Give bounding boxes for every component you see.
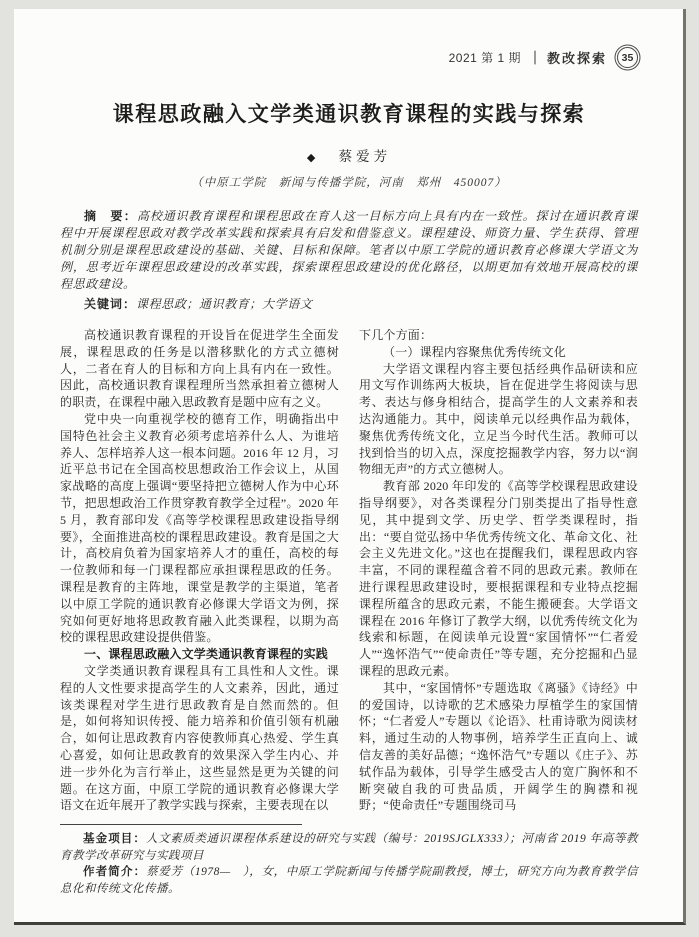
diamond-icon: ◆ (306, 152, 316, 164)
subsection-heading: （一）课程内容聚焦优秀传统文化 (383, 344, 567, 359)
paper-title: 课程思政融入文学类通识教育课程的实践与探索 (112, 103, 586, 126)
abstract-paragraph (60, 208, 638, 293)
author-bio-label: 作者简介： (83, 866, 147, 879)
footnote-separator (60, 824, 302, 825)
keywords-label: 关键词： (84, 297, 137, 311)
author-bio-note (60, 864, 638, 897)
keywords-text: 课程思政；通识教育；大学语文 (136, 297, 313, 311)
page-sheet (14, 9, 686, 925)
funding-label: 基金项目： (83, 833, 146, 846)
journal-issue: 2021 第 1 期 (448, 51, 521, 65)
footnote-block (60, 824, 638, 897)
body-paragraph: 其中，“家国情怀”专题选取《离骚》《诗经》中的爱国诗，以诗歌的艺术感染力厚植学生的家国情怀；“仁者爱人”专题以《论语》、杜甫诗歌为阅读材料，通过生动的人物事例，培养学生正直向上、诚信友善的美好品德；“逸怀浩气”专题以《庄子》、苏轼作品为载体，引导学生感受古人的宽广胸怀和不断突破自我的可贵品质，开阔学生的胸襟和视野；“使命责任”专题围绕司马 (359, 680, 638, 813)
abstract-block (60, 208, 638, 313)
body-paragraph: 文学类通识教育课程具有工具性和人文性。课程的人文性要求提高学生的人文素养，因此，通过该类课程对学生进行思政教育是自然而然的。但是，如何将知识传授、能力培养和价值引领有机融合，如何让思政教育内容使教师真心热爱、学生真心喜爱，如何让思政教育的效果深入学生内心、并进一步外化为言行举止，这些显然是更为关键的问题。在这方面，中原工学院的通识教育必修课大学语文在近年展开了教学实践与探索，主要表现在以 (60, 663, 339, 813)
body-paragraph: 大学语文课程内容主要包括经典作品研读和应用文写作训练两大板块，旨在促进学生将阅读与思考、表达与修身相结合，提高学生的人文素养和表达沟通能力。其中，阅读单元以经典作品为载体，聚焦优秀传统文化，立足当今时代生活。教师可以找到恰当的切入点，深度挖掘教学内容，努力以“润物细无声”的方式立德树人。 (359, 361, 638, 477)
funding-note (60, 831, 638, 864)
body-paragraph-continuation: 下几个方面： (359, 328, 433, 342)
body-columns (60, 327, 638, 814)
right-column (359, 327, 638, 814)
body-paragraph: 党中央一向重视学校的德育工作，明确指出中国特色社会主义教育必须考虑培养什么人、为谁培养人、怎样培养人这一根本问题。2016 年 12 月，习近平总书记在全国高校思想政治工作会议上，从国家战略的高度上强调“要坚持把立德树人作为中心环节，把思想政治工作贯穿教育教学全过程”。2020 年 5 月，教育部印发《高等学校课程思政建设指导纲要》，全面推进高校的课程思政建设。教育是国之大计，高校肩负着为国家培养人才的重任，高校的每一位教师和每一门课程都应承担课程思政的任务。课程是教育的主阵地，课堂是教学的主渠道，笔者以中原工学院的通识教育必修课大学语文为例，探究如何更好地将思政教育融入此类课程，以期为高校的课程思政建设提供借鉴。 (60, 411, 339, 645)
affiliation: （中原工学院 新闻与传播学院，河南 郑州 450007） (191, 177, 507, 189)
funding-text: 人文素质类通识课程体系建设的研究与实践（编号：2019SJGLX333）；河南省 2019 年高等教育教学改革研究与实践项目 (60, 833, 639, 862)
author-name: 蔡爱芳 (338, 149, 392, 164)
author-bio-text: 蔡爱芳（1978— ），女，中原工学院新闻与传播学院副教授，博士，研究方向为教育教学信息化和传统文化传播。 (60, 866, 638, 895)
abstract-text: 高校通识教育课程和课程思政在育人这一目标方向上具有内在一致性。探讨在通识教育课程中开展课程思政对教学改革实践和探索具有启发和借鉴意义。课程建设、师资力量、学生获得、管理机制分别是课程思政建设的基础、关键、目标和保障。笔者以中原工学院的通识教育必修课大学语文为例，思考近年课程思政建设的改革实践，探索课程思政建设的优化路径，以期更加有效地开展高校的课程思政建设。 (60, 209, 638, 291)
header-divider: ｜ (528, 50, 541, 66)
body-paragraph: 教育部 2020 年印发的《高等学校课程思政建设指导纲要》，对各类课程分门别类提出了指导性意见，其中提到文学、历史学、哲学类课程时，指出：“要自觉弘扬中华优秀传统文化、革命文化、社会主义先进文化。”这也在提醒我们，课程思政内容丰富，不同的课程蕴含着不同的思政元素。教师在进行课程思政建设时，要根据课程和专业特点挖掘课程所蕴含的思政元素，不能生搬硬套。大学语文课程在 2016 年修订了教学大纲，以优秀传统文化为线索和标题，在阅读单元设置“家国情怀”“仁者爱人”“逸怀浩气”“使命责任”等专题，充分挖掘和凸显课程的思政元素。 (359, 479, 638, 678)
page-content (60, 9, 638, 897)
journal-header (60, 47, 638, 68)
journal-column-name: 教改探索 (546, 51, 607, 66)
keywords-line (60, 296, 638, 313)
page-number-badge: 35 (617, 47, 638, 68)
section-heading: 一、课程思政融入文学类通识教育课程的实践 (84, 647, 329, 662)
left-column (60, 327, 339, 814)
body-paragraph: 高校通识教育课程的开设旨在促进学生全面发展，课程思政的任务是以潜移默化的方式立德树人，二者在育人的目标和方向上具有内在一致性。因此，高校通识教育课程理所当然承担着立德树人的职责，在课程中融入思政教育是题中应有之义。 (60, 328, 339, 410)
abstract-label: 摘 要： (84, 209, 138, 223)
author-line (60, 145, 638, 165)
